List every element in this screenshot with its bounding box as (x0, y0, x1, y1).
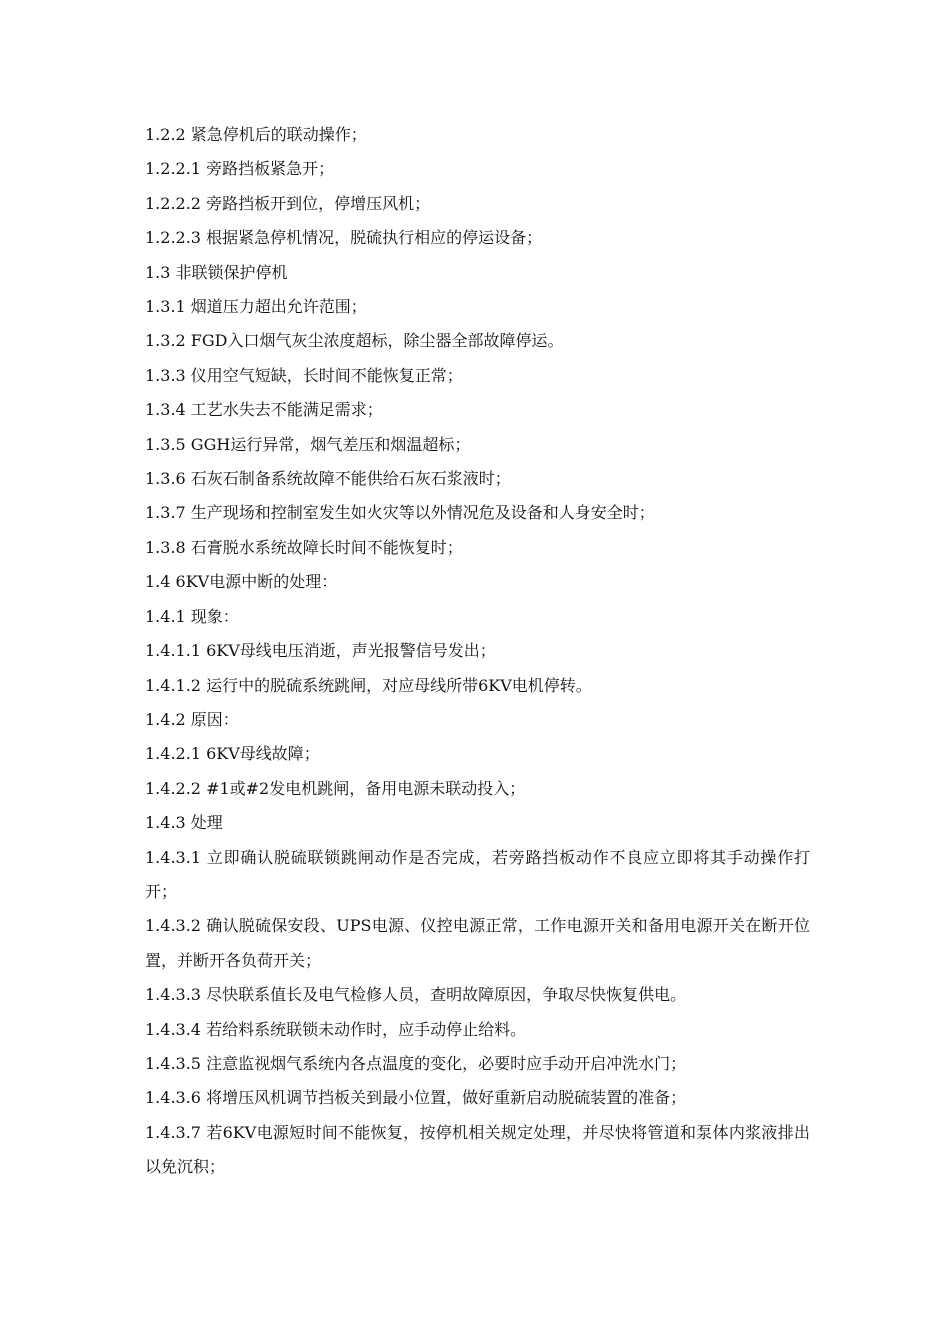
paragraph-1-4-3: 1.4.3 处理 (145, 813, 223, 833)
paragraph-1-4-2: 1.4.2 原因： (145, 709, 239, 729)
paragraph-1-4-1-1: 1.4.1.1 6KV母线电压消逝，声光报警信号发出； (145, 641, 496, 661)
paragraph-1-2-2: 1.2.2 紧急停机后的联动操作； (145, 125, 367, 144)
paragraph-1-4-1: 1.4.1 现象： (145, 606, 239, 626)
document-body (145, 118, 810, 1185)
heading-1-3: 1.3 非联锁保护停机 (145, 262, 288, 282)
paragraph-1-2-2-1: 1.2.2.1 旁路挡板紧急开； (145, 159, 335, 179)
paragraph-1-4-3-4: 1.4.3.4 若给料系统联锁未动作时，应手动停止给料。 (145, 1019, 527, 1039)
paragraph-1-3-1: 1.3.1 烟道压力超出允许范围； (145, 297, 367, 317)
paragraph-1-4-2-2: 1.4.2.2 #1或#2发电机跳闸，备用电源未联动投入； (145, 778, 526, 798)
paragraph-1-3-5: 1.3.5 GGH运行异常，烟气差压和烟温超标； (145, 434, 471, 454)
paragraph-1-4-2-1: 1.4.2.1 6KV母线故障； (145, 744, 320, 764)
paragraph-1-4-3-3: 1.4.3.3 尽快联系值长及电气检修人员，查明故障原因，争取尽快恢复供电。 (145, 985, 687, 1005)
paragraph-1-2-2-3: 1.2.2.3 根据紧急停机情况，脱硫执行相应的停运设备； (145, 228, 543, 248)
paragraph-1-4-3-5: 1.4.3.5 注意监视烟气系统内各点温度的变化，必要时应手动开启冲洗水门； (145, 1053, 687, 1073)
paragraph-1-3-7: 1.3.7 生产现场和控制室发生如火灾等以外情况危及设备和人身安全时； (145, 503, 655, 523)
paragraph-1-4-1-2: 1.4.1.2 运行中的脱硫系统跳闸，对应母线所带6KV电机停转。 (145, 675, 592, 695)
paragraph-1-4-3-2: 1.4.3.2 确认脱硫保安段、UPS电源、仪控电源正常，工作电源开关和备用电源开关在断开位置，并断开各负荷开关； (145, 916, 810, 970)
paragraph-1-3-3: 1.3.3 仪用空气短缺，长时间不能恢复正常； (145, 365, 463, 385)
paragraph-1-3-6: 1.3.6 石灰石制备系统故障不能供给石灰石浆液时； (145, 469, 511, 489)
paragraph-1-2-2-2: 1.2.2.2 旁路挡板开到位，停增压风机； (145, 193, 431, 213)
paragraph-1-4-3-7: 1.4.3.7 若6KV电源短时间不能恢复，按停机相关规定处理，并尽快将管道和泵体内浆液排出以免沉积； (145, 1122, 810, 1177)
paragraph-1-4-3-6: 1.4.3.6 将增压风机调节挡板关到最小位置，做好重新启动脱硫装置的准备； (145, 1088, 687, 1108)
paragraph-1-3-2: 1.3.2 FGD入口烟气灰尘浓度超标，除尘器全部故障停运。 (145, 331, 564, 351)
paragraph-1-3-4: 1.3.4 工艺水失去不能满足需求； (145, 400, 383, 420)
paragraph-1-4-3-1: 1.4.3.1 立即确认脱硫联锁跳闸动作是否完成，若旁路挡板动作不良应立即将其手动操作打开； (145, 847, 810, 901)
heading-1-4: 1.4 6KV电源中断的处理： (145, 572, 338, 592)
paragraph-1-3-8: 1.3.8 石膏脱水系统故障长时间不能恢复时； (145, 537, 463, 557)
